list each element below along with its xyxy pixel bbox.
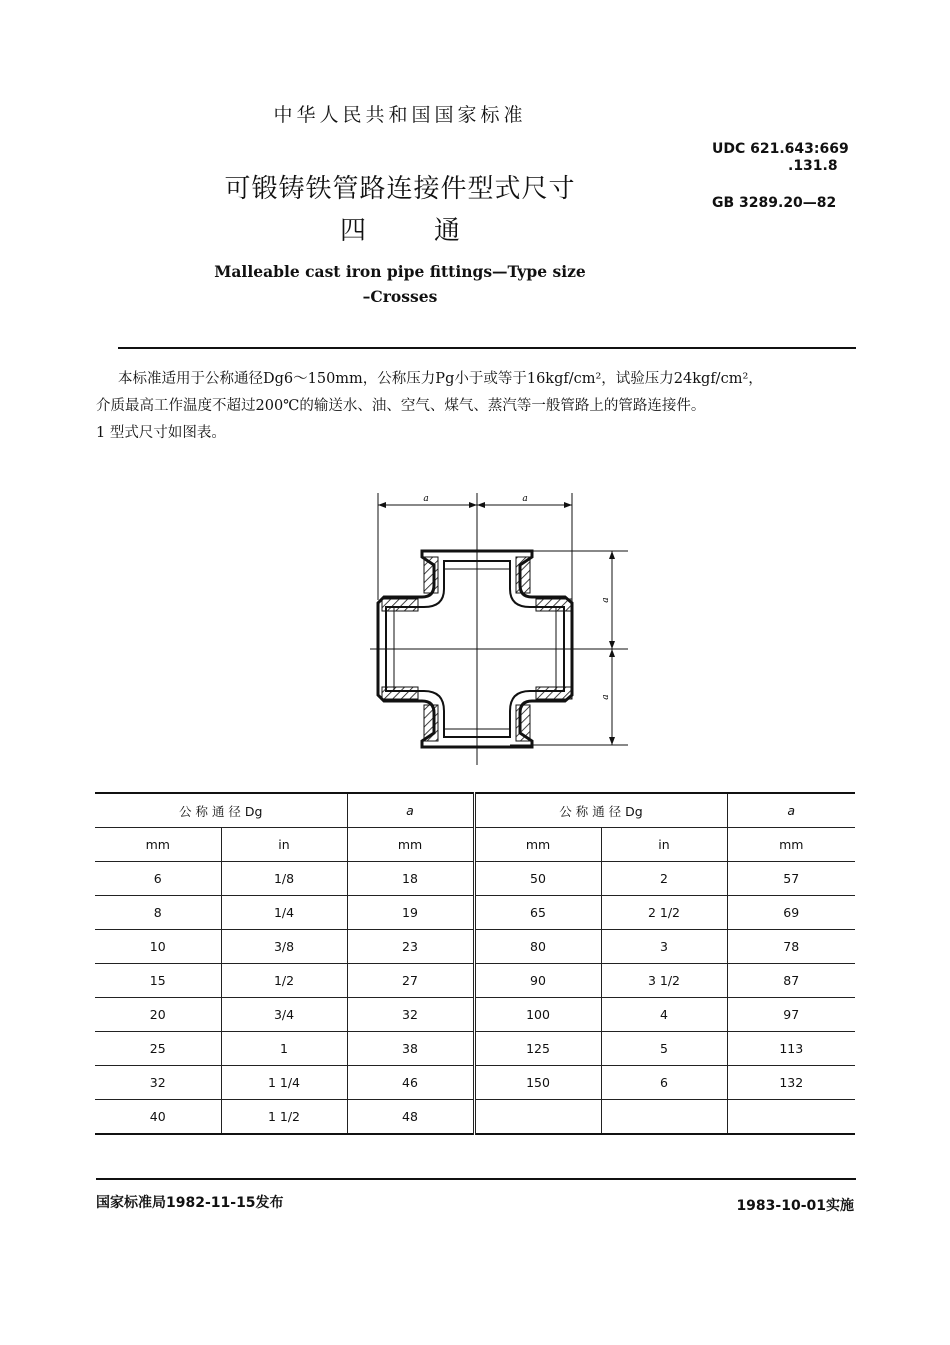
- cell-a: 27: [347, 964, 474, 998]
- cell-a: 18: [347, 862, 474, 896]
- cell-mm: 8: [95, 896, 221, 930]
- unit-mm: mm: [347, 828, 474, 862]
- cell-mm: 125: [474, 1032, 601, 1066]
- cell-mm: 100: [474, 998, 601, 1032]
- cell-mm: 15: [95, 964, 221, 998]
- cell-in: 3/8: [221, 930, 347, 964]
- dimension-a-label-lower: a: [601, 694, 611, 700]
- table-row: [95, 1066, 855, 1100]
- cell-mm: [474, 1100, 601, 1135]
- cell-a: 19: [347, 896, 474, 930]
- cell-in: 5: [601, 1032, 727, 1066]
- cell-in: 1/8: [221, 862, 347, 896]
- cross-fitting-drawing: [360, 485, 640, 775]
- table-header-row: [95, 793, 855, 828]
- table-row: [95, 964, 855, 998]
- table-unit-row: [95, 828, 855, 862]
- scope-paragraph-line2: 介质最高工作温度不超过200℃的输送水、油、空气、煤气、蒸汽等一般管路上的管路连接件。: [96, 398, 706, 414]
- cell-mm: 32: [95, 1066, 221, 1100]
- cell-a: 48: [347, 1100, 474, 1135]
- cell-a: 87: [727, 964, 855, 998]
- cell-a: 78: [727, 930, 855, 964]
- dimension-table: [95, 792, 855, 1135]
- english-subtitle: –Crosses: [362, 287, 438, 306]
- table-row: [95, 930, 855, 964]
- cell-in: 6: [601, 1066, 727, 1100]
- cell-in: 2 1/2: [601, 896, 727, 930]
- unit-mm: mm: [95, 828, 221, 862]
- cell-mm: 25: [95, 1032, 221, 1066]
- cell-mm: 80: [474, 930, 601, 964]
- document-title: 可锻铸铁管路连接件型式尺寸: [224, 174, 576, 204]
- cell-a: 97: [727, 998, 855, 1032]
- cell-mm: 150: [474, 1066, 601, 1100]
- unit-in: in: [601, 828, 727, 862]
- cell-in: 4: [601, 998, 727, 1032]
- cell-in: [601, 1100, 727, 1135]
- table-row: [95, 862, 855, 896]
- document-subtitle: 四通: [339, 216, 528, 246]
- cell-mm: 65: [474, 896, 601, 930]
- cell-in: 1 1/4: [221, 1066, 347, 1100]
- udc-code-continued: .131.8: [788, 158, 838, 174]
- unit-in: in: [221, 828, 347, 862]
- cell-a: 46: [347, 1066, 474, 1100]
- cell-in: 1: [221, 1032, 347, 1066]
- cell-in: 1 1/2: [221, 1100, 347, 1135]
- cell-a: 32: [347, 998, 474, 1032]
- table-row: [95, 998, 855, 1032]
- cell-in: 2: [601, 862, 727, 896]
- cell-a: [727, 1100, 855, 1135]
- udc-code: UDC 621.643:669: [712, 141, 849, 157]
- dimension-a-label-left: a: [423, 494, 429, 504]
- cell-mm: 6: [95, 862, 221, 896]
- dimension-a-label-upper: a: [601, 597, 611, 603]
- header-nominal-diameter-left: 公 称 通 径 Dg: [95, 793, 347, 828]
- cell-in: 3: [601, 930, 727, 964]
- gb-standard-number: GB 3289.20—82: [712, 195, 837, 211]
- header-a-right: a: [727, 793, 855, 828]
- cell-mm: 10: [95, 930, 221, 964]
- header-a-left: a: [347, 793, 474, 828]
- cell-a: 57: [727, 862, 855, 896]
- header-nominal-diameter-right: 公 称 通 径 Dg: [474, 793, 727, 828]
- cell-in: 3 1/2: [601, 964, 727, 998]
- cell-in: 1/4: [221, 896, 347, 930]
- cell-a: 38: [347, 1032, 474, 1066]
- cell-mm: 50: [474, 862, 601, 896]
- table-row: [95, 1032, 855, 1066]
- unit-mm: mm: [474, 828, 601, 862]
- cell-a: 69: [727, 896, 855, 930]
- cell-a: 113: [727, 1032, 855, 1066]
- cell-a: 23: [347, 930, 474, 964]
- footer-divider: [96, 1178, 856, 1180]
- title-divider: [118, 347, 856, 349]
- effective-date: 1983-10-01实施: [736, 1198, 854, 1214]
- unit-mm: mm: [727, 828, 855, 862]
- table-row: [95, 1100, 855, 1135]
- dimension-a-label-right: a: [522, 494, 528, 504]
- cell-mm: 20: [95, 998, 221, 1032]
- section-1-heading: 1 型式尺寸如图表。: [96, 425, 226, 441]
- issuing-country-standard: 中华人民共和国国家标准: [273, 104, 527, 126]
- cell-in: 3/4: [221, 998, 347, 1032]
- table-row: [95, 896, 855, 930]
- issue-date: 国家标准局1982-11-15发布: [96, 1195, 284, 1211]
- cell-in: 1/2: [221, 964, 347, 998]
- cell-mm: 90: [474, 964, 601, 998]
- cell-a: 132: [727, 1066, 855, 1100]
- cell-mm: 40: [95, 1100, 221, 1135]
- english-title: Malleable cast iron pipe fittings—Type size: [214, 262, 586, 281]
- scope-paragraph-line1: 本标准适用于公称通径Dg6～150mm，公称压力Pg小于或等于16kgf/cm²，试验压力24kgf/cm²，: [118, 371, 763, 387]
